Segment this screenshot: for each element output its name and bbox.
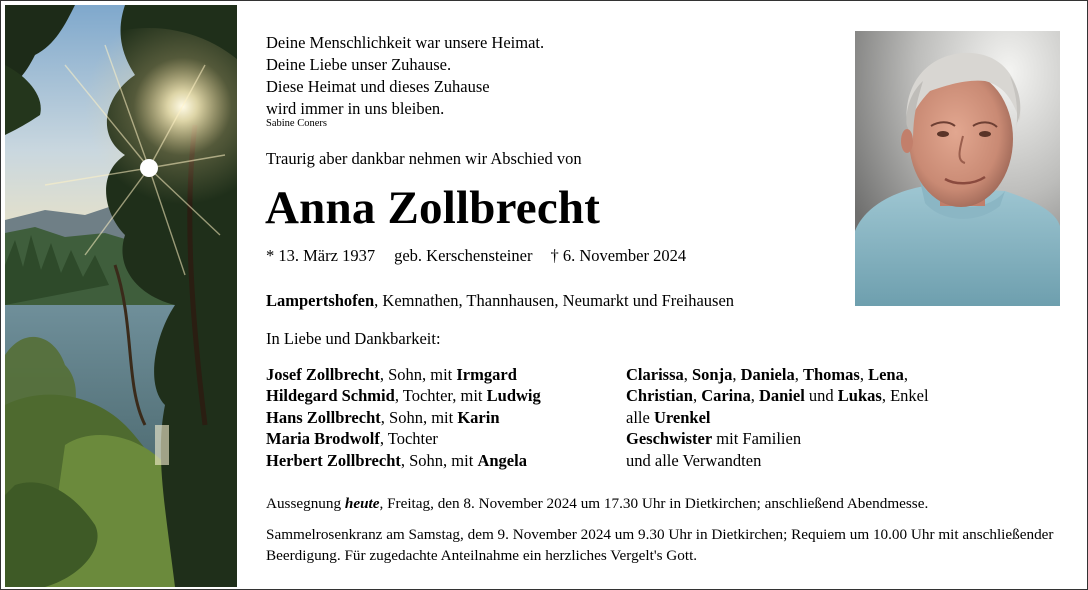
poem: [266, 32, 544, 120]
mourners-right: [626, 364, 929, 471]
service-post: , Freitag, den 8. November 2024 um 17.30 Uhr in Dietkirchen; anschließend Abendmesse.: [379, 495, 929, 512]
grandchild-name: Daniela: [740, 365, 795, 384]
siblings-label: Geschwister: [626, 429, 713, 449]
separator: ,: [692, 386, 702, 406]
rosary-info: Sammelrosenkranz am Samstag, dem 9. November 2024 um 9.30 Uhr in Dietkirchen; Requiem um 10.00 Uhr mit anschließender Beerdigung. Für zugedachte Anteilnahme ein herzliches Vergelt's Gott.: [266, 526, 1054, 564]
mourner-name: Herbert Zollbrecht: [266, 450, 401, 470]
mourner-row: [266, 428, 541, 449]
landscape-photo: [5, 5, 237, 587]
siblings-suffix: mit Familien: [712, 429, 802, 449]
mourner-relation: , Sohn, mit: [400, 450, 478, 470]
maiden-name: geb. Kerschensteiner: [394, 246, 533, 265]
mourner-relation: , Tochter, mit: [394, 386, 487, 406]
separator: ,: [732, 365, 741, 384]
grandchild-name: Lena: [868, 365, 904, 384]
deceased-name: Anna Zollbrecht: [265, 182, 601, 234]
service-pre: Aussegnung: [266, 495, 345, 512]
mourner-relation: , Tochter: [379, 429, 438, 449]
grandchildren-line-2: [626, 385, 929, 406]
place-primary: Lampertshofen: [266, 291, 375, 310]
great-grandchildren-line: [626, 407, 929, 428]
siblings-line: [626, 428, 929, 449]
life-dates: [266, 246, 686, 266]
great-grandchildren-label: Urenkel: [653, 407, 711, 427]
mourner-partner: Irmgard: [456, 365, 517, 384]
separator: ,: [903, 365, 908, 384]
mourner-partner: Angela: [477, 450, 527, 470]
grandchild-name: Clarissa: [626, 365, 684, 384]
mourner-relation: , Sohn, mit: [380, 407, 458, 427]
service-emphasis: heute: [344, 495, 380, 512]
mourner-name: Josef Zollbrecht: [266, 365, 380, 384]
grandchild-name: Sonja: [692, 365, 733, 384]
mourner-partner: Ludwig: [486, 386, 541, 406]
mourner-relation: , Sohn, mit: [379, 365, 457, 384]
poem-line: Deine Liebe unser Zuhause.: [266, 55, 452, 74]
poem-author: Sabine Coners: [266, 118, 327, 129]
separator: ,: [683, 365, 692, 384]
places: [266, 291, 734, 311]
mourner-partner: Karin: [457, 407, 500, 427]
mourner-row: [266, 450, 541, 471]
mourner-name: Hans Zollbrecht: [266, 407, 381, 427]
gratitude-line: In Liebe und Dankbarkeit:: [266, 329, 441, 348]
service-info: [266, 495, 928, 513]
mourner-name: Hildegard Schmid: [266, 386, 395, 406]
grandchild-name: Carina: [701, 386, 751, 406]
portrait-photo: [855, 31, 1060, 306]
poem-line: Deine Menschlichkeit war unsere Heimat.: [266, 33, 545, 52]
mourner-row: [266, 385, 541, 406]
relatives-line: und alle Verwandten: [626, 450, 762, 470]
mourner-row: [266, 407, 541, 428]
poem-line: Diese Heimat und dieses Zuhause: [266, 77, 490, 96]
grandchild-name: Daniel: [758, 386, 805, 406]
poem-line: wird immer in uns bleiben.: [266, 99, 445, 118]
grandchild-name: Christian: [626, 386, 693, 406]
grandchild-name: Thomas: [802, 365, 860, 384]
mourner-row: [266, 364, 541, 385]
mourner-name: Maria Brodwolf: [266, 429, 380, 449]
separator: ,: [859, 365, 869, 384]
separator: und: [804, 386, 838, 406]
separator: ,: [750, 386, 759, 406]
grandchild-name: Lukas: [837, 386, 882, 406]
separator: ,: [794, 365, 803, 384]
farewell-intro: Traurig aber dankbar nehmen wir Abschied von: [266, 149, 582, 168]
grandchildren-label: , Enkel: [881, 386, 929, 406]
mourners-left: [266, 364, 541, 471]
great-grandchildren-prefix: alle: [626, 407, 654, 427]
place-others: , Kemnathen, Thannhausen, Neumarkt und Freihausen: [374, 291, 735, 310]
birth-date: * 13. März 1937: [266, 246, 376, 265]
death-date: † 6. November 2024: [550, 246, 687, 265]
grandchildren-line-1: [626, 364, 929, 385]
